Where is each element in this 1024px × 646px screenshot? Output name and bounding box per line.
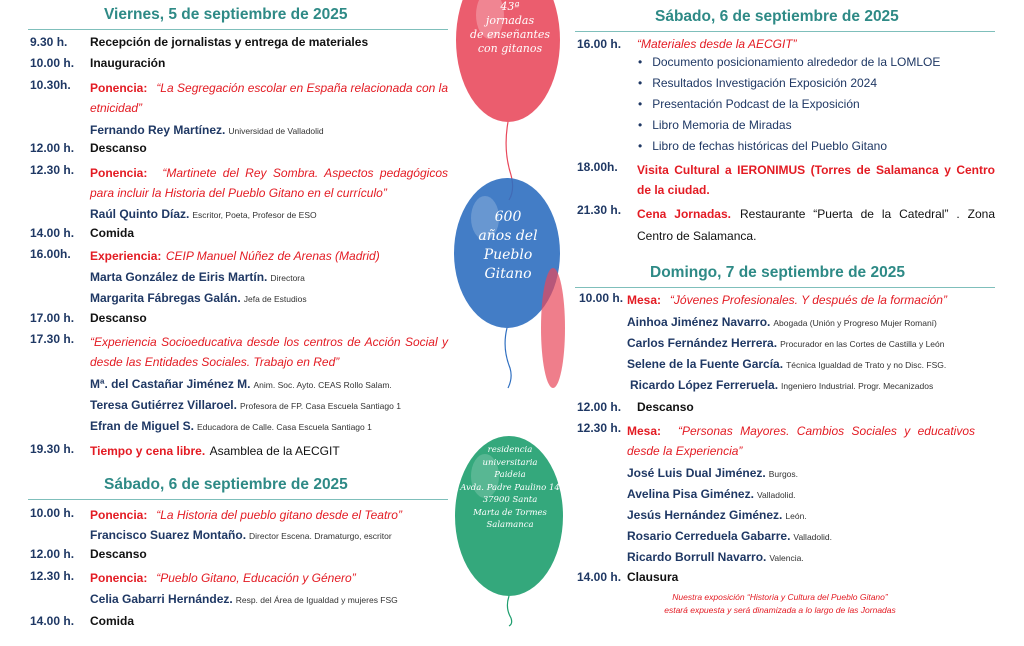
speaker-name: Ricardo López Ferreruela. — [630, 378, 779, 392]
speaker-affiliation: Ingeniero Industrial. Progr. Mecanizados — [781, 381, 934, 391]
schedule-text: Descanso — [90, 311, 147, 325]
speaker — [627, 527, 832, 545]
speaker — [627, 506, 807, 524]
speaker — [90, 417, 372, 435]
session-title — [637, 203, 995, 247]
day-heading-saturday: Sábado, 6 de septiembre de 2025 — [655, 8, 899, 25]
speaker-affiliation: Universidad de Valladolid — [228, 126, 324, 136]
speaker — [90, 590, 398, 608]
session-quote: “La Segregación escolar en España relacionada con la etnicidad” — [90, 81, 449, 115]
exhibition-note — [605, 592, 955, 615]
speaker-affiliation: Valladolid. — [756, 490, 796, 500]
session-label: Ponencia: — [90, 508, 148, 522]
speaker-name: Marta González de Eiris Martín. — [90, 270, 268, 284]
session-label: Visita Cultural a IERONIMUS (Torres de Salamanca y Centro de la ciudad. — [637, 163, 995, 197]
schedule-text: Descanso — [90, 547, 147, 561]
speaker — [627, 464, 798, 482]
schedule-text: Descanso — [90, 141, 147, 155]
schedule-text: Comida — [90, 226, 135, 240]
session-title — [90, 442, 340, 460]
divider — [28, 499, 448, 500]
time: 9.30 h. — [30, 35, 68, 49]
session-label: Cena Jornadas. — [637, 207, 731, 221]
divider — [575, 31, 995, 32]
speaker-name: Margarita Fábregas Galán. — [90, 291, 241, 305]
speaker — [627, 334, 944, 352]
session-quote: “Materiales desde la AECGIT” — [637, 37, 797, 51]
session-quote: “Jóvenes Profesionales. Y después de la formación” — [669, 293, 947, 307]
list-item: • Presentación Podcast de la Exposición — [638, 94, 940, 115]
speaker-affiliation: Burgos. — [768, 469, 799, 479]
session-label: Tiempo y cena libre. — [90, 444, 206, 458]
speaker — [90, 289, 307, 307]
time: 12.00 h. — [30, 141, 75, 155]
speaker — [90, 526, 392, 544]
time: 14.00 h. — [30, 614, 75, 628]
speaker-affiliation: Abogada (Unión y Progreso Mujer Romaní) — [773, 318, 937, 328]
divider — [575, 287, 995, 288]
session-label: Ponencia: — [90, 81, 148, 95]
speaker-affiliation: Director Escena. Dramaturgo, escritor — [249, 531, 392, 541]
time: 17.30 h. — [30, 332, 75, 346]
time: 18.00h. — [577, 160, 618, 174]
schedule-text: Inauguración — [90, 56, 166, 70]
divider — [28, 29, 448, 30]
day-heading-saturday: Sábado, 6 de septiembre de 2025 — [104, 476, 348, 493]
session-title — [90, 247, 380, 265]
schedule-text: Restaurante “Puerta de la Catedral” . Zona Centro de Salamanca. — [637, 207, 995, 243]
speaker — [627, 548, 804, 566]
session-title — [90, 569, 356, 587]
session-title — [90, 78, 448, 118]
time: 19.30 h. — [30, 442, 75, 456]
time: 14.00 h. — [30, 226, 75, 240]
session-label: Ponencia: — [90, 166, 148, 180]
time: 12.30 h. — [30, 163, 75, 177]
speaker — [627, 355, 946, 373]
time: 12.00 h. — [577, 400, 622, 414]
schedule-text: Comida — [90, 614, 135, 628]
speaker-affiliation: León. — [785, 511, 807, 521]
speaker-name: Raúl Quinto Díaz. — [90, 207, 190, 221]
speaker-name: Carlos Fernández Herrera. — [627, 336, 778, 350]
speaker-affiliation: Resp. del Área de Igualdad y mujeres FSG — [235, 595, 398, 605]
note-line: Nuestra exposición “Historia y Cultura del Pueblo Gitano” — [672, 592, 888, 602]
speaker-affiliation: Directora — [270, 273, 305, 283]
time: 10.30h. — [30, 78, 71, 92]
speaker — [627, 313, 937, 331]
schedule-text: Asamblea de la AECGIT — [209, 444, 340, 458]
day-heading-friday: Viernes, 5 de septiembre de 2025 — [104, 6, 348, 23]
balloon-text: residencia universitaria Paideia Avda. Padre Paulino 14 37900 Santa Marta de Tormes Salamanca — [460, 445, 560, 530]
speaker-name: Mª. del Castañar Jiménez M. — [90, 377, 251, 391]
speaker — [90, 205, 317, 223]
speaker-name: Jesús Hernández Giménez. — [627, 508, 783, 522]
session-label: Experiencia: — [90, 249, 162, 263]
speaker-affiliation: Jefa de Estudios — [243, 294, 307, 304]
time: 10.00 h. — [579, 291, 624, 305]
time: 16.00 h. — [577, 37, 622, 51]
time: 17.00 h. — [30, 311, 75, 325]
speaker-name: Selene de la Fuente García. — [627, 357, 784, 371]
speaker-name: Francisco Suarez Montaño. — [90, 528, 247, 542]
session-title — [90, 332, 448, 372]
session-quote: “Martinete del Rey Sombra. Aspectos pedagógicos para incluir la Historia del Pueblo Gitano en el currículo” — [90, 166, 448, 200]
session-title — [627, 421, 975, 461]
session-quote: “Pueblo Gitano, Educación y Género” — [156, 571, 356, 585]
speaker-affiliation: Profesora de FP. Casa Escuela Santiago 1 — [239, 401, 401, 411]
day-heading-sunday: Domingo, 7 de septiembre de 2025 — [650, 264, 905, 281]
session-quote: “Experiencia Socioeducativa desde los centros de Acción Social y desde las Entidades Sociales. Trabajo en Red” — [90, 335, 448, 369]
session-quote: CEIP Manuel Núñez de Arenas (Madrid) — [165, 249, 380, 263]
speaker-affiliation: Educadora de Calle. Casa Escuela Santiago 1 — [197, 422, 372, 432]
time: 21.30 h. — [577, 203, 622, 217]
session-label: Mesa: — [627, 293, 662, 307]
speaker-affiliation: Escritor, Poeta, Profesor de ESO — [192, 210, 317, 220]
speaker-affiliation: Valencia. — [769, 553, 804, 563]
speaker-name: Rosario Cerreduela Gabarre. — [627, 529, 791, 543]
speaker-name: Celia Gabarri Hernández. — [90, 592, 233, 606]
speaker — [627, 485, 796, 503]
time: 14.00 h. — [577, 570, 622, 584]
balloon-text: 43ª jornadas de enseñantes con gitanos — [469, 0, 551, 55]
note-line: estará expuesta y será dinamizada a lo largo de las Jornadas — [664, 605, 896, 615]
speaker-name: Teresa Gutiérrez Villaroel. — [90, 398, 237, 412]
schedule-text: Recepción de jornalistas y entrega de materiales — [90, 35, 369, 49]
materials-list — [638, 52, 940, 157]
speaker-affiliation: Anim. Soc. Ayto. CEAS Rollo Salam. — [253, 380, 392, 390]
time: 10.00 h. — [30, 506, 75, 520]
list-item: • Libro Memoria de Miradas — [638, 115, 940, 136]
schedule-text: Descanso — [637, 400, 694, 414]
speaker — [90, 268, 305, 286]
time: 12.00 h. — [30, 547, 75, 561]
speaker-name: Fernando Rey Martínez. — [90, 123, 226, 137]
time: 12.30 h. — [30, 569, 75, 583]
list-item: • Resultados Investigación Exposición 2024 — [638, 73, 940, 94]
speaker — [90, 396, 401, 414]
session-title — [90, 163, 448, 203]
balloon-text: 600 años del Pueblo Gitano — [478, 209, 538, 282]
session-title — [627, 291, 947, 309]
speaker-name: Ainhoa Jiménez Navarro. — [627, 315, 771, 329]
session-quote: “La Historia del pueblo gitano desde el Teatro” — [156, 508, 402, 522]
speaker-name: Avelina Pisa Giménez. — [627, 487, 754, 501]
speaker-affiliation: Técnica Igualdad de Trato y no Disc. FSG. — [786, 360, 947, 370]
time: 12.30 h. — [577, 421, 622, 435]
speaker-affiliation: Procurador en las Cortes de Castilla y León — [780, 339, 945, 349]
speaker-name: Efran de Miguel S. — [90, 419, 195, 433]
session-label: Mesa: — [627, 424, 662, 438]
schedule-text: Clausura — [627, 570, 679, 584]
speaker-name: José Luis Dual Jiménez. — [627, 466, 766, 480]
list-item: • Libro de fechas históricas del Pueblo Gitano — [638, 136, 940, 157]
list-item: • Documento posicionamiento alrededor de la LOMLOE — [638, 52, 940, 73]
time: 10.00 h. — [30, 56, 75, 70]
speaker-affiliation: Valladolid. — [793, 532, 832, 542]
speaker — [90, 121, 324, 139]
time: 16.00h. — [30, 247, 71, 261]
speaker-name: Ricardo Borrull Navarro. — [627, 550, 767, 564]
session-title — [90, 506, 402, 524]
session-label: Ponencia: — [90, 571, 148, 585]
speaker — [630, 376, 933, 394]
session-quote: “Personas Mayores. Cambios Sociales y educativos desde la Experiencia” — [627, 424, 975, 458]
speaker — [90, 375, 392, 393]
